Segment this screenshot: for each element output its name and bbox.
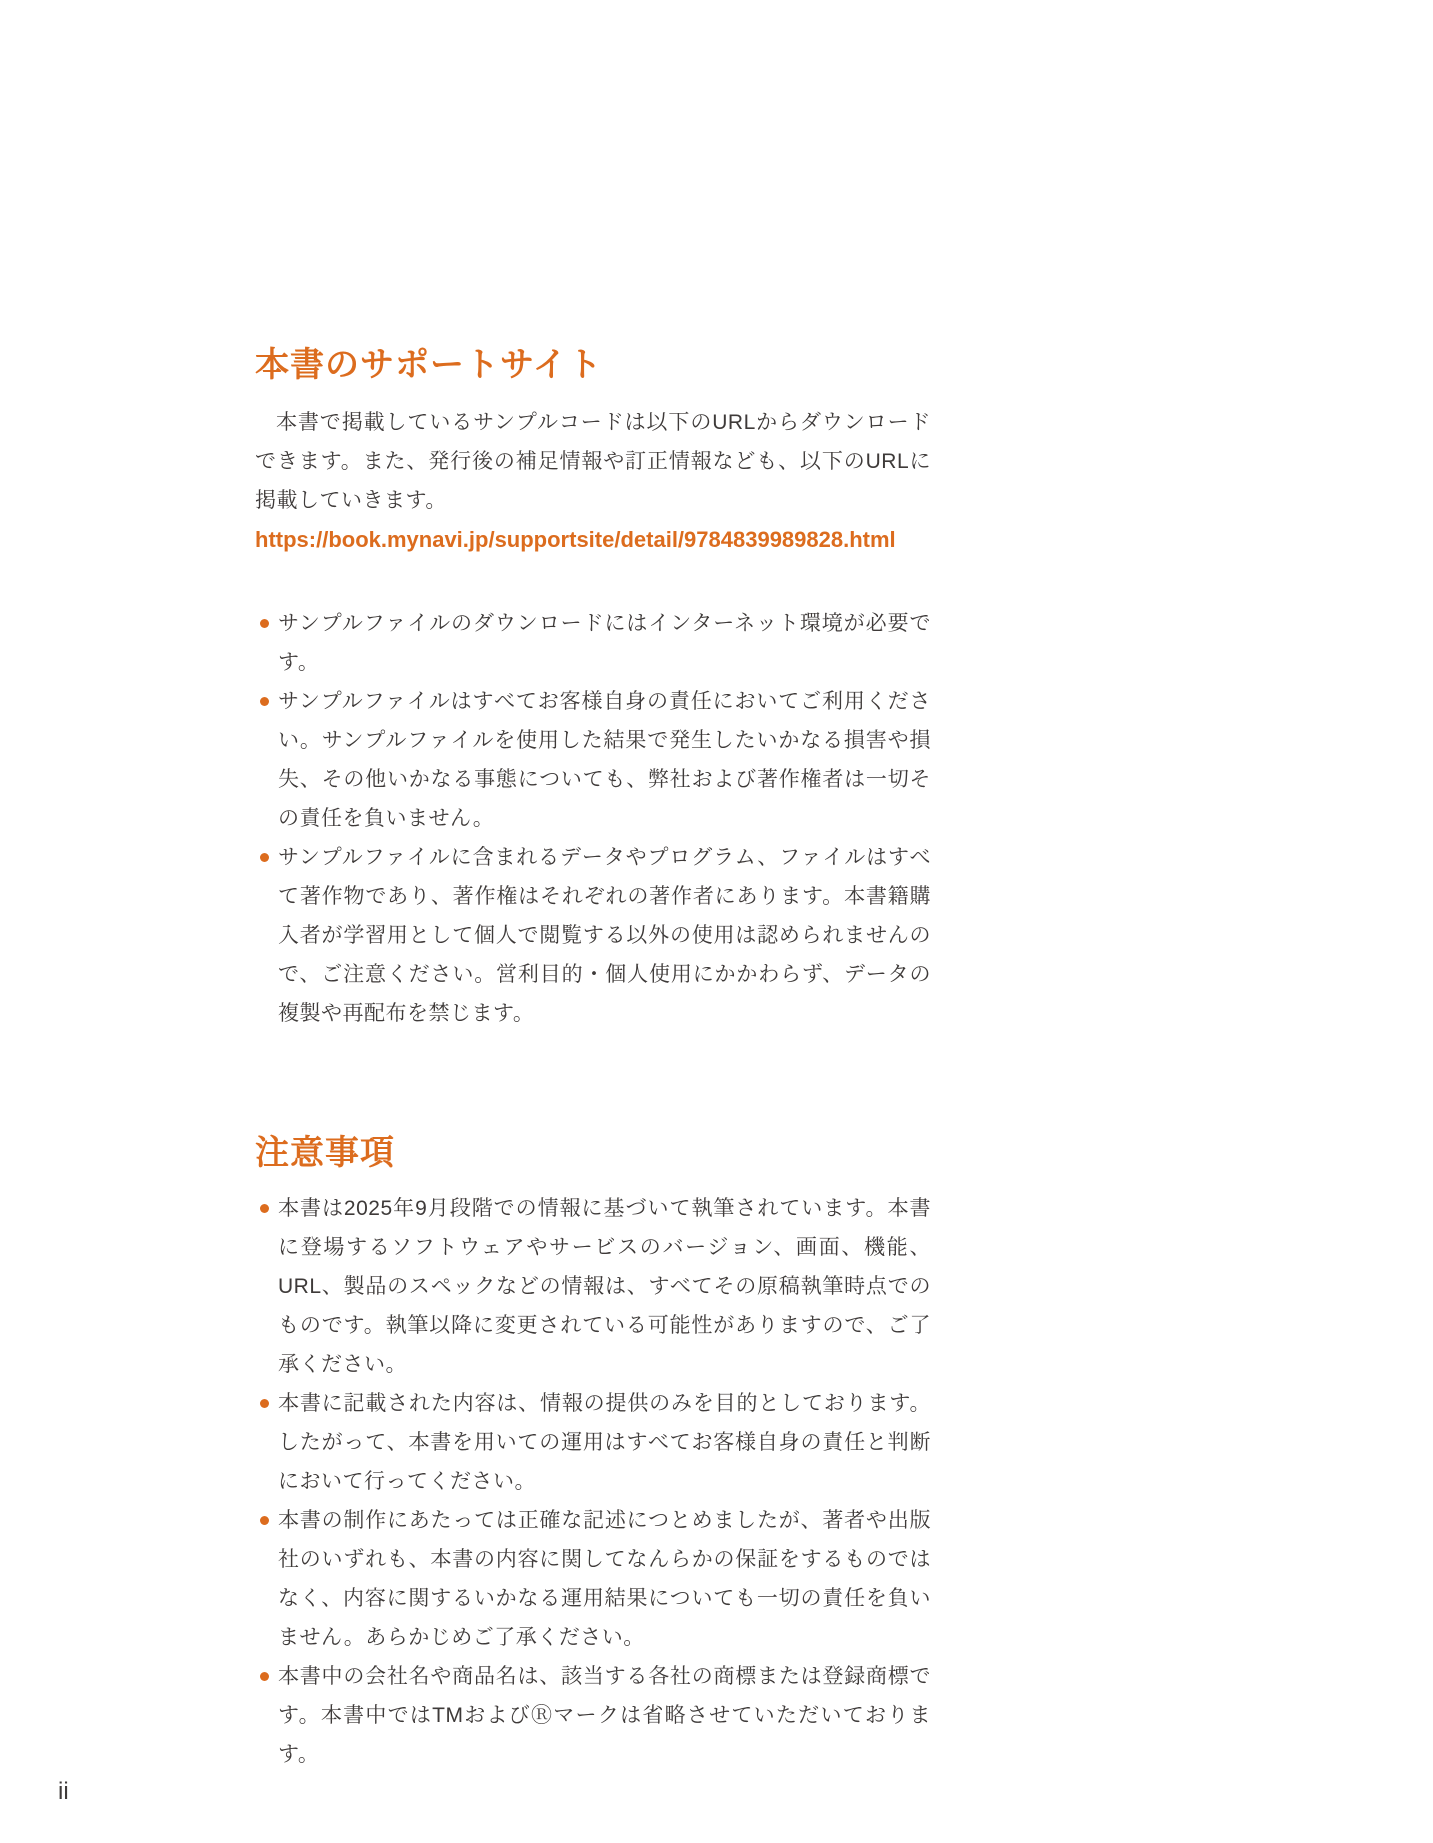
list-item: 本書の制作にあたっては正確な記述につとめましたが、著者や出版社のいずれも、本書の内容に関してなんらかの保証をするものではなく、内容に関するいかなる運用結果についても一切の責任を負いません。あらかじめご了承ください。: [255, 1501, 931, 1657]
support-site-url-link[interactable]: https://book.mynavi.jp/supportsite/detail/9784839989828.html: [255, 527, 896, 552]
support-intro-paragraph: 本書で掲載しているサンプルコードは以下のURLからダウンロードできます。また、発行後の補足情報や訂正情報なども、以下のURLに掲載していきます。: [255, 411, 931, 512]
list-item: 本書中の会社名や商品名は、該当する各社の商標または登録商標です。本書中ではTMおよびⓇマークは省略させていただいております。: [255, 1657, 931, 1774]
list-item: 本書は2025年9月段階での情報に基づいて執筆されています。本書に登場するソフトウェアやサービスのバージョン、画面、機能、URL、製品のスペックなどの情報は、すべてその原稿執筆時点でのものです。執筆以降に変更されている可能性がありますので、ご了承ください。: [255, 1189, 931, 1384]
list-item: サンプルファイルはすべてお客様自身の責任においてご利用ください。サンプルファイルを使用した結果で発生したいかなる損害や損失、その他いかなる事態についても、弊社および著作権者は一切その責任を負いません。: [255, 682, 931, 838]
notes-bullet-list: [255, 1189, 931, 1774]
notes-section-heading: 注意事項: [255, 1134, 395, 1172]
support-section: [255, 345, 931, 1033]
list-item: サンプルファイルに含まれるデータやプログラム、ファイルはすべて著作物であり、著作権はそれぞれの著作者にあります。本書籍購入者が学習用として個人で閲覧する以外の使用は認められませんので、ご注意ください。営利目的・個人使用にかかわらず、データの複製や再配布を禁じます。: [255, 838, 931, 1033]
page-content: [255, 345, 931, 1774]
list-item: サンプルファイルのダウンロードにはインターネット環境が必要です。: [255, 604, 931, 682]
notes-section: [255, 1133, 931, 1774]
support-section-heading: 本書のサポートサイト: [255, 346, 603, 384]
support-bullet-list: [255, 604, 931, 1033]
list-item: 本書に記載された内容は、情報の提供のみを目的としております。したがって、本書を用いての運用はすべてお客様自身の責任と判断において行ってください。: [255, 1384, 931, 1501]
page-number: ii: [58, 1778, 69, 1805]
